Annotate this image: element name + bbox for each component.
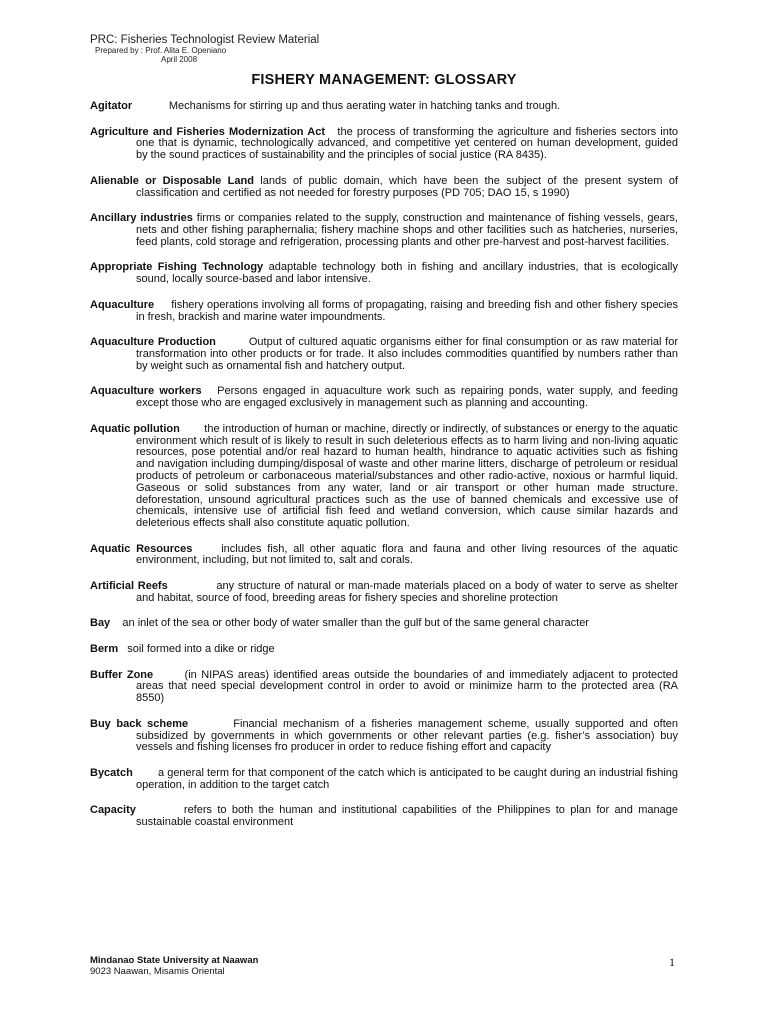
glossary-entry: [90, 176, 678, 200]
glossary-term: Aquaculture workers: [90, 385, 202, 398]
glossary-term: Buffer Zone: [90, 668, 154, 681]
glossary-entry: [90, 101, 678, 113]
term-spacer: [325, 126, 337, 138]
term-spacer: [168, 580, 217, 592]
term-spacer: [180, 423, 204, 435]
glossary-term: Capacity: [90, 804, 136, 817]
term-spacer: [188, 718, 233, 730]
glossary-entry: [90, 805, 678, 829]
header-prepared-by: Prepared by : Prof. Alita E. Openiano: [95, 46, 227, 55]
glossary-definition: Persons engaged in aquaculture work such as repairing ponds, water supply, and feeding except those who are engaged exclusively in management such as planning and accounting.: [136, 385, 679, 410]
glossary-entry: [90, 262, 678, 286]
glossary-term: Bycatch: [90, 767, 133, 780]
glossary-definition: a general term for that component of the catch which is anticipated to be caught during an industrial fishing operation, in addition to the target catch: [136, 767, 679, 791]
glossary-entry: [90, 424, 678, 530]
glossary-term: Aquaculture Production: [90, 336, 216, 349]
footer-institution: Mindanao State University at Naawan: [90, 955, 259, 966]
glossary-list: [90, 101, 678, 843]
glossary-definition: Mechanisms for stirring up and thus aerating water in hatching tanks and trough.: [168, 100, 561, 112]
glossary-definition: (in NIPAS areas) identified areas outside the boundaries of and immediately adjacent to protected areas that need special development control in order to avoid or minimize harm to the protected area (RA 8550): [136, 668, 678, 705]
glossary-entry: [90, 544, 678, 568]
glossary-definition: Output of cultured aquatic organisms either for final consumption or as raw material for transformation into other products or for trade. It also includes commodities quantified by numbers rather than by weight such as ornamental fish and hatchery output.: [136, 336, 678, 372]
term-spacer: [192, 543, 221, 555]
term-spacer: [153, 669, 184, 681]
header-title: PRC: Fisheries Technologist Review Material: [90, 34, 320, 46]
glossary-entry: [90, 670, 678, 705]
glossary-entry: [90, 719, 678, 754]
footer-address: 9023 Naawan, Misamis Oriental: [90, 966, 225, 977]
glossary-entry: [90, 127, 678, 162]
glossary-entry: [90, 386, 678, 410]
glossary-entry: [90, 618, 678, 630]
term-spacer: [110, 617, 122, 629]
glossary-entry: [90, 300, 678, 324]
glossary-term: Agriculture and Fisheries Modernization Act: [90, 125, 325, 138]
glossary-term: Aquatic Resources: [90, 542, 193, 555]
glossary-definition: fishery operations involving all forms of propagating, raising and breeding fish and other fishery species in fresh, brackish and marine water impoundments.: [136, 298, 678, 323]
term-spacer: [154, 299, 171, 311]
glossary-entry: [90, 337, 678, 372]
glossary-term: Buy back scheme: [90, 717, 189, 730]
term-spacer: [132, 100, 169, 112]
glossary-definition: refers to both the human and institutional capabilities of the Philippines to plan for and manage sustainable coastal environment: [136, 804, 678, 829]
glossary-entry: [90, 768, 678, 792]
glossary-term: Artificial Reefs: [90, 580, 168, 593]
glossary-term: Ancillary industries: [90, 212, 193, 225]
glossary-definition: soil formed into a dike or ridge: [127, 643, 275, 656]
glossary-term: Appropriate Fishing Technology: [90, 261, 264, 274]
term-spacer: [133, 767, 158, 779]
glossary-entry: [90, 581, 678, 605]
term-spacer: [216, 336, 249, 348]
glossary-definition: the process of transforming the agriculture and fisheries sectors into one that is dynamic, technologically advanced, and competitive yet centered on human development, guided by the sound practices of sustainability and the principles of social justice (RA 8435).: [136, 125, 678, 162]
header-date: April 2008: [161, 55, 198, 64]
glossary-term: Aquatic pollution: [90, 422, 180, 435]
glossary-term: Berm: [90, 643, 119, 656]
glossary-term: Aquaculture: [90, 298, 155, 311]
glossary-definition: an inlet of the sea or other body of water smaller than the gulf but of the same general character: [122, 617, 589, 630]
glossary-definition: firms or companies related to the supply, construction and maintenance of fishing vessels, gears, nets and other fishing paraphernalia; fishery machine shops and other facilities such as hatcheries, nurseries, feed plants, cold storage and refrigeration, processing plants and other pre-harvest and post-harvest facilities.: [136, 212, 678, 248]
page-title: FISHERY MANAGEMENT: GLOSSARY: [251, 72, 517, 88]
term-spacer: [118, 643, 127, 655]
glossary-entry: [90, 644, 678, 656]
document-header: [90, 34, 319, 64]
term-spacer: [202, 385, 218, 397]
glossary-definition: Financial mechanism of a fisheries management scheme, usually supported and often subsidized by governments in which governments or other relevant parties (e.g. fisher’s association) buy vessels and fishing licenses fro producer in order to reduce fishing effort and capacity: [136, 717, 679, 754]
page-number: 1: [669, 955, 675, 969]
glossary-entry: [90, 213, 678, 248]
glossary-term: Bay: [90, 617, 111, 630]
glossary-definition: lands of public domain, which have been the subject of the present system of classification and certified as not needed for forestry purposes (PD 705; DAO 15, s 1990): [136, 174, 678, 199]
glossary-term: Agitator: [90, 100, 133, 112]
glossary-term: Alienable or Disposable Land: [90, 174, 254, 187]
glossary-definition: any structure of natural or man-made materials placed on a body of water to serve as shelter and habitat, source of food, breeding areas for fishery species and shoreline protection: [136, 580, 678, 604]
glossary-definition: adaptable technology both in fishing and ancillary industries, that is ecologically sound, locally source-based and labor intensive.: [136, 261, 679, 286]
glossary-definition: includes fish, all other aquatic flora and fauna and other living resources of the aquatic environment, including, but not limited to, salt and corals.: [136, 542, 678, 567]
term-spacer: [136, 804, 184, 816]
document-footer: [90, 955, 258, 977]
glossary-definition: the introduction of human or machine, directly or indirectly, of substances or energy to the aquatic environment which result of is likely to result in such deleterious effects as to harm living and non-living aquatic resources, pose potential and/or real hazard to human health, hindrance to aquatic activities such as fishing and navigation including dumping/disposal of waste and other marine litters, discharge of petroleum or residual products of petroleum or carbonaceous material/substances and other radio-active, noxious or harmful liquid. Gaseous or solid substances from any water, land or air transport or other human made structure. deforestation, unsound agricultural practices such as the use of banned chemicals and excessive use of chemicals, intensive use of artificial fish feed and wetland conversion, which cause similar hazards and deleterious effects shall also constitute aquatic pollution.: [136, 422, 678, 530]
